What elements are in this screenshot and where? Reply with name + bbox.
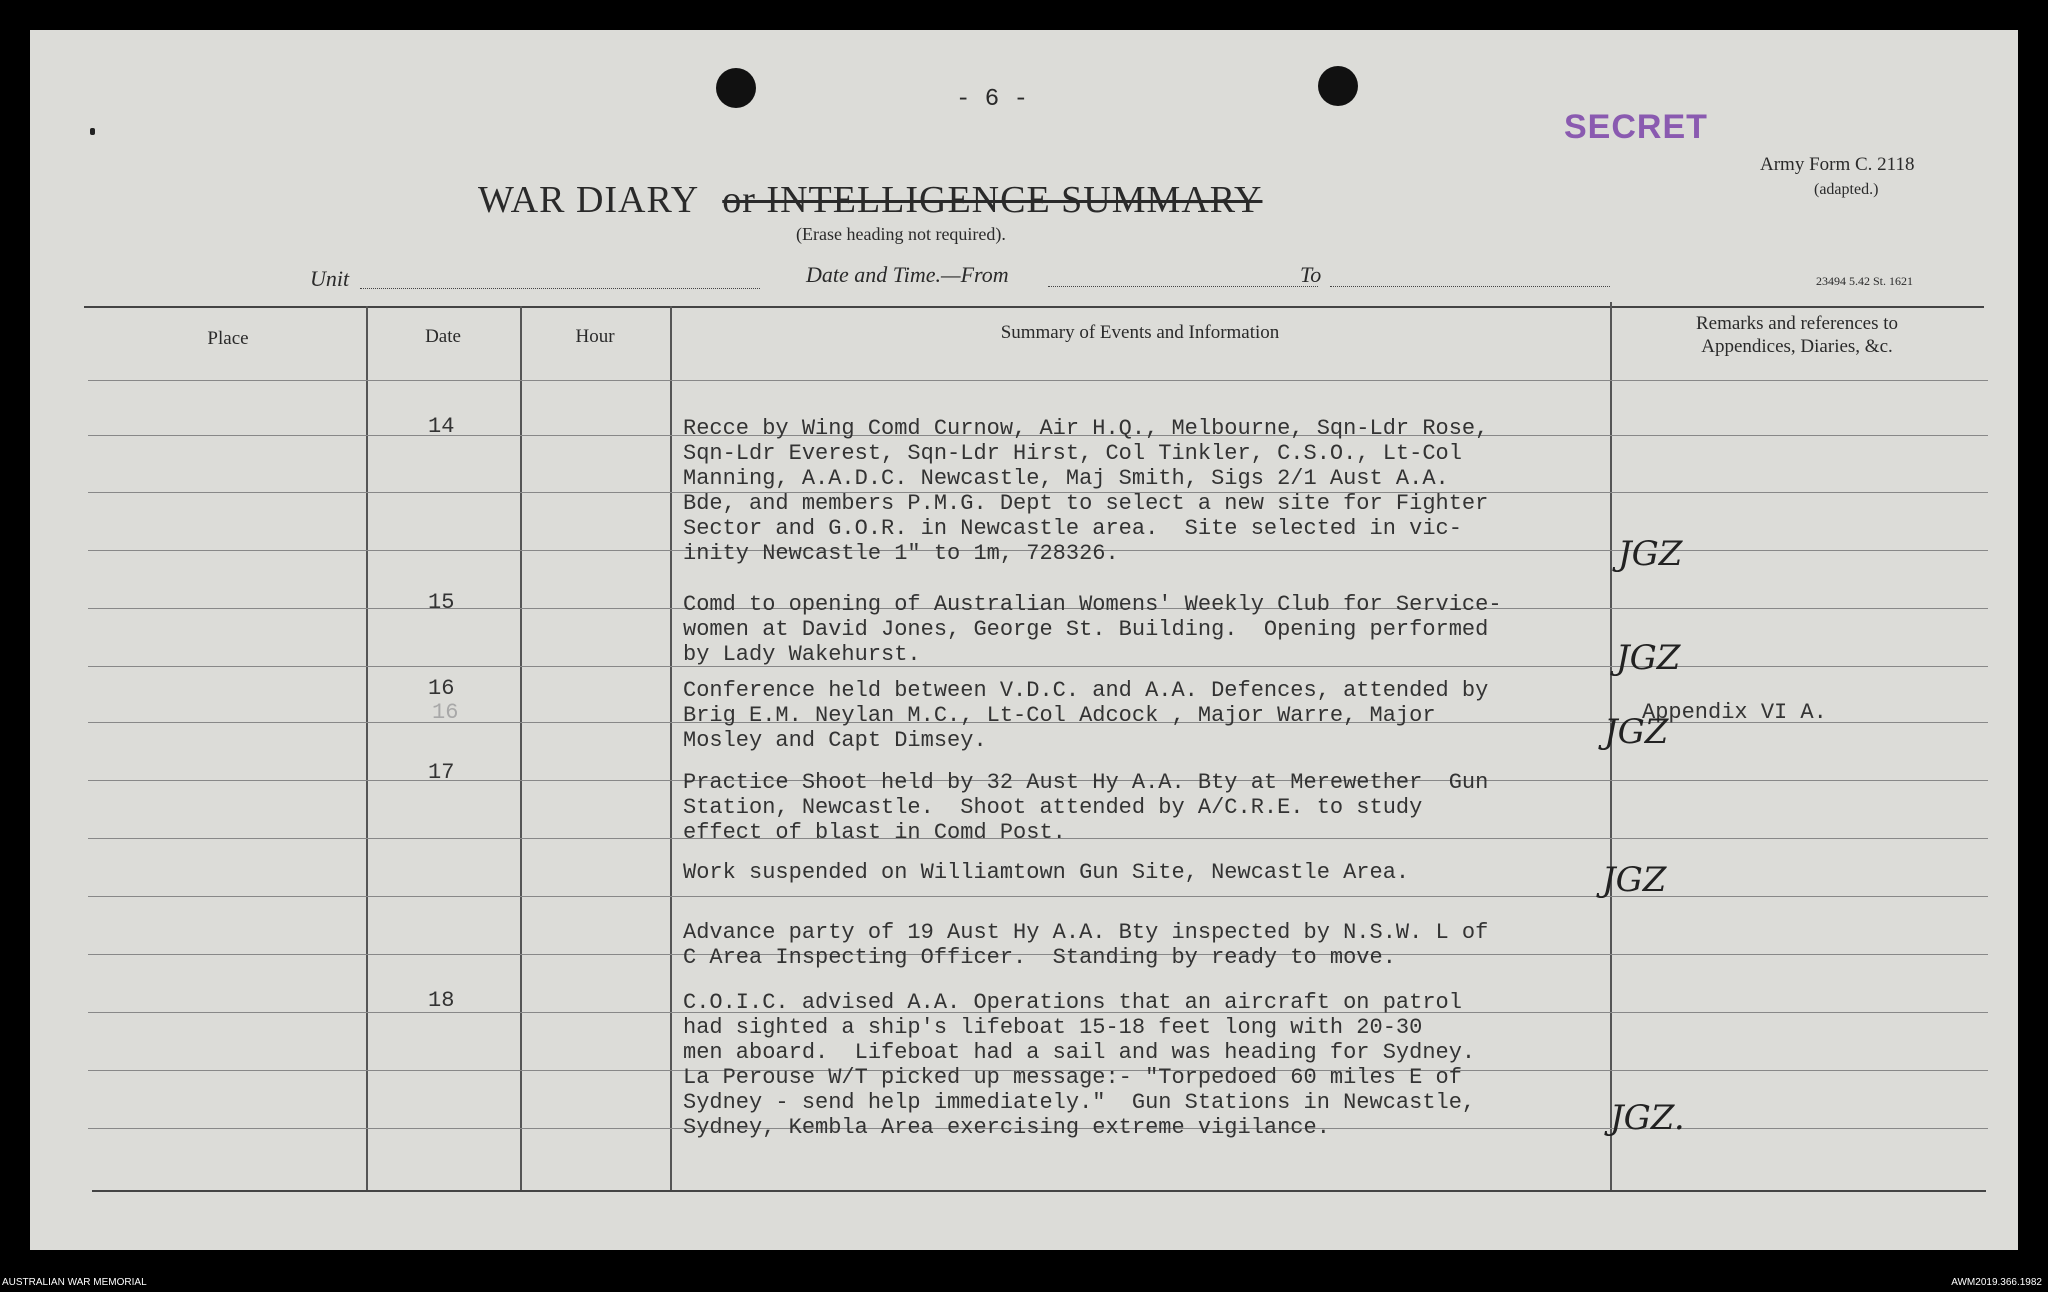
entry-date: 16 xyxy=(428,676,455,701)
entry-date: 17 xyxy=(428,760,455,785)
title-war-diary: WAR DIARY xyxy=(478,179,698,221)
heading-instruction: (Erase heading not required). xyxy=(796,224,1006,244)
footer-right: AWM2019.366.1982 xyxy=(1951,1277,2042,1288)
handwritten-initials: JGZ xyxy=(1602,860,1667,900)
date-time-label: Date and Time.—From xyxy=(806,262,1009,287)
entry-date: 15 xyxy=(428,590,455,615)
from-field xyxy=(1048,286,1318,287)
unit-label: Unit xyxy=(310,266,350,291)
table-bottom-rule xyxy=(92,1190,1986,1192)
to-label: To xyxy=(1300,262,1322,287)
ruled-line xyxy=(88,380,1988,381)
title-intelligence-summary: or INTELLIGENCE SUMMARY xyxy=(722,179,1263,221)
punch-hole-left xyxy=(716,68,756,108)
table-top-rule xyxy=(84,306,1984,308)
entry-text: Conference held between V.D.C. and A.A. Defences, attended by Brig E.M. Neylan M.C., Lt-Col Adcock , Major Warre, Major Mosley and Capt Dimsey. xyxy=(683,678,1489,753)
diary-page xyxy=(30,30,2018,1250)
col-header-remarks xyxy=(1610,312,1984,358)
handwritten-initials: JGZ xyxy=(1618,534,1683,574)
print-code: 23494 5.42 St. 1621 xyxy=(1816,274,1914,288)
entry-text: C.O.I.C. advised A.A. Operations that an aircraft on patrol had sighted a ship's lifeboat 15-18 feet long with 20-30 men aboard. Lifeboat had a sail and was heading for Sydney. La Perouse W/T picked up message:- "Torpedoed 60 miles E of Sydney - send help immediately." Gun Stations in Newcastle, Sydney, Kembla Area exercising extreme vigilance. xyxy=(683,990,1476,1140)
col-header-remarks-line2: Appendices, Diaries, &c. xyxy=(1701,336,1893,357)
footer-left: AUSTRALIAN WAR MEMORIAL xyxy=(2,1277,147,1288)
entry-date: 18 xyxy=(428,988,455,1013)
handwritten-initials: JGZ. xyxy=(1610,1098,1685,1138)
page-number: - 6 - xyxy=(956,86,1029,113)
to-field xyxy=(1330,286,1610,287)
entry-date-offset: 16 xyxy=(432,700,459,725)
handwritten-initials: JGZ xyxy=(1604,712,1669,752)
unit-field xyxy=(360,288,760,289)
col-divider xyxy=(670,306,672,1190)
punch-hole-right xyxy=(1318,66,1358,106)
remarks-reference: Appendix VI A. xyxy=(1642,700,1827,725)
entry-text: Comd to opening of Australian Womens' Weekly Club for Service- women at David Jones, George St. Building. Opening performed by Lady Wakehurst. xyxy=(683,592,1502,667)
col-header-hour: Hour xyxy=(575,326,615,347)
page-title xyxy=(478,178,1262,222)
col-header-place: Place xyxy=(207,328,249,349)
entry-text: Advance party of 19 Aust Hy A.A. Bty inspected by N.S.W. L of C Area Inspecting Officer. Standing by ready to move. xyxy=(683,920,1489,970)
entry-date: 14 xyxy=(428,414,455,439)
handwritten-initials: JGZ xyxy=(1616,638,1681,678)
margin-mark xyxy=(90,128,95,135)
entry-text: Work suspended on Williamtown Gun Site, Newcastle Area. xyxy=(683,860,1410,885)
ruled-line xyxy=(88,896,1988,897)
form-name: Army Form C. 2118 xyxy=(1760,154,1915,175)
entry-text: Recce by Wing Comd Curnow, Air H.Q., Melbourne, Sqn-Ldr Rose, Sqn-Ldr Everest, Sqn-Ldr Hirst, Col Tinkler, C.S.O., Lt-Col Manning, A.A.D.C. Newcastle, Maj Smith, Sigs 2/1 Aust A.A. Bde, and members P.M.G. Dept to select a new site for Fighter Sector and G.O.R. in Newcastle area. Site selected in vic- inity Newcastle 1" to 1m, 728326. xyxy=(683,416,1489,566)
col-header-remarks-line1: Remarks and references to xyxy=(1695,313,1899,334)
entry-text: Practice Shoot held by 32 Aust Hy A.A. Bty at Merewether Gun Station, Newcastle. Shoot attended by A/C.R.E. to study effect of blast in Comd Post. xyxy=(683,770,1489,845)
classification-stamp: SECRET xyxy=(1564,108,1708,146)
col-header-summary: Summary of Events and Information xyxy=(1000,322,1280,343)
col-header-date: Date xyxy=(425,326,461,347)
col-divider xyxy=(366,306,368,1190)
col-divider xyxy=(520,306,522,1190)
form-note: (adapted.) xyxy=(1814,181,1879,198)
